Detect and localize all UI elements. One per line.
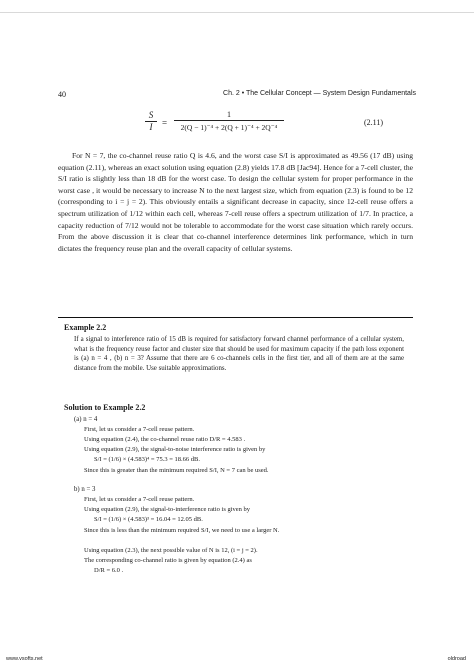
page-number: 40 [58, 90, 66, 99]
top-rule [0, 12, 474, 13]
solution-line: First, let us consider a 7-cell reuse pattern. [84, 426, 195, 433]
rhs-numerator: 1 [174, 110, 284, 121]
equation-lhs [145, 110, 157, 132]
solution-line: Using equation (2.3), the next possible value of N is 12, (i = j = 2). [84, 547, 258, 554]
solution-line: Since this is less than the minimum required S/I, we need to use a larger N. [84, 527, 280, 534]
rhs-denominator: 2(Q − 1)⁻⁴ + 2(Q + 1)⁻⁴ + 2Q⁻⁴ [180, 123, 278, 132]
solution-formula: D/R = 6.0 . [94, 567, 124, 574]
solution-line: Since this is greater than the minimum required S/I, N = 7 can be used. [84, 467, 269, 474]
running-head: Ch. 2 • The Cellular Concept — System Design Fundamentals [223, 90, 416, 97]
equation-number: (2.11) [364, 118, 384, 127]
example-heading: Example 2.2 [64, 323, 107, 332]
example-rule [58, 317, 413, 318]
solution-line: Using equation (2.9), the signal-to-noise interference ratio is given by [84, 446, 266, 453]
footer-right-text: oldroad [447, 656, 466, 662]
solution-formula: S/I = (1/6) × (4.583)³ = 16.04 = 12.05 dB. [94, 516, 203, 523]
equation-2-11 [0, 110, 474, 140]
equals-sign: = [162, 118, 168, 128]
body-paragraph: For N = 7, the co-channel reuse ratio Q is 4.6, and the worst case S/I is approximated as 49.56 (17 dB) using equation (2.11), whereas an exact solution using equation (2.8) yields 17.8 dB [Jac94]. Hence for a 7-cell cluster, the S/I ratio is slightly less than 18 dB for the worst case. To design the cellular system for proper performance in the worst case , it would be necessary to increase N to the next largest size, which from equation (2.3) is found to be 12 (corresponding to i = j = 2). This obviously entails a significant decrease in capacity, since 12-cell reuse offers a spectrum utilization of 1/12 within each cell, whereas 7-cell reuse offers a spectrum utilization of 1/7. In practice, a capacity reduction of 7/12 would not be tolerable to accommodate for the worst case situation which rarely occurs. From the above discussion it is clear that co-channel interference determines link performance, which in turn dictates the frequency reuse plan and the overall capacity of cellular systems. [58, 151, 413, 253]
footer-left-url: www.vsofts.net [6, 656, 43, 662]
case-a-label: (a) n = 4 [74, 416, 98, 423]
solution-line: The corresponding co-channel ratio is given by equation (2.4) as [84, 557, 252, 564]
solution-line: Using equation (2.9), the signal-to-interference ratio is given by [84, 506, 251, 513]
example-text: If a signal to interference ratio of 15 dB is required for satisfactory forward channel performance of a cellular system, what is the frequency reuse factor and cluster size that should be used for maximum capacity if the path loss exponent is (a) n = 4 , (b) n = 3? Assume that there are 6 co-channels cells in the first tier, and all of them are at the same distance from the mobile. Use suitable approximations. [74, 336, 404, 372]
solution-heading: Solution to Example 2.2 [64, 403, 146, 412]
solution-line: First, let us consider a 7-cell reuse pattern. [84, 496, 195, 503]
equation-rhs [174, 110, 284, 132]
case-b-label: b) n = 3 [74, 486, 96, 493]
lhs-denominator: I [149, 122, 153, 132]
solution-formula: S/I = (1/6) × (4.583)⁴ = 75.3 = 18.66 dB. [94, 456, 200, 463]
lhs-numerator: S [145, 110, 157, 122]
solution-line: Using equation (2.4), the co-channel reuse ratio D/R = 4.583 . [84, 436, 246, 443]
